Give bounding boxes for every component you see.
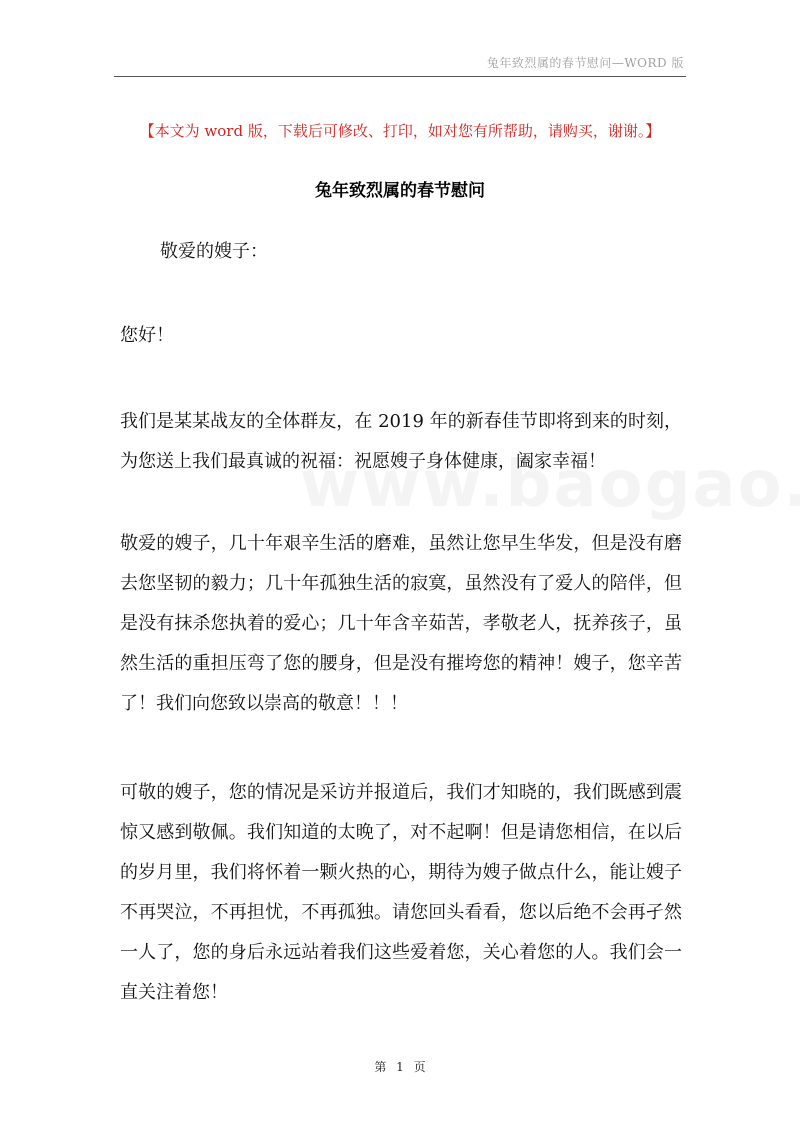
document-title: 兔年致烈属的春节慰问 [315, 181, 485, 201]
paragraph-2: 敬爱的嫂子，几十年艰辛生活的磨难，虽然让您早生华发，但是没有磨去您坚韧的毅力；几十年孤独生活的寂寞，虽然没有了爱人的陪伴，但是没有抹杀您执着的爱心；几十年含辛茹苦，孝敬老人，抚养孩子，虽然生活的重担压弯了您的腰身，但是没有摧垮您的精神！嫂子，您辛苦了！我们向您致以崇高的敬意！！！ [120, 533, 682, 714]
paragraph-3: 可敬的嫂子，您的情况是采访并报道后，我们才知晓的，我们既感到震惊又感到敬佩。我们知道的太晚了，对不起啊！但是请您相信，在以后的岁月里，我们将怀着一颗火热的心，期待为嫂子做点什么，能让嫂子不再哭泣，不再担忧，不再孤独。请您回头看看，您以后绝不会再孑然一人了，您的身后永远站着我们这些爱着您，关心着您的人。我们会一直关注着您！ [120, 782, 682, 1003]
page-number: 1 [396, 1060, 404, 1074]
paragraph-1: 我们是某某战友的全体群友，在 2019 年的新春佳节即将到来的时刻，为您送上我们最真诚的祝福：祝愿嫂子身体健康，阖家幸福！ [120, 411, 682, 472]
page-prefix: 第 [374, 1060, 387, 1074]
header-divider [114, 76, 686, 77]
purchase-notice: 【本文为 word 版，下载后可修改、打印，如对您有所帮助，请购买，谢谢。】 [139, 122, 661, 140]
page-footer [0, 1058, 800, 1075]
salutation: 敬爱的嫂子： [160, 241, 268, 262]
running-header: 兔年致烈属的春节慰问—WORD 版 [486, 56, 684, 70]
page-suffix: 页 [413, 1060, 426, 1074]
greeting: 您好！ [120, 325, 174, 346]
